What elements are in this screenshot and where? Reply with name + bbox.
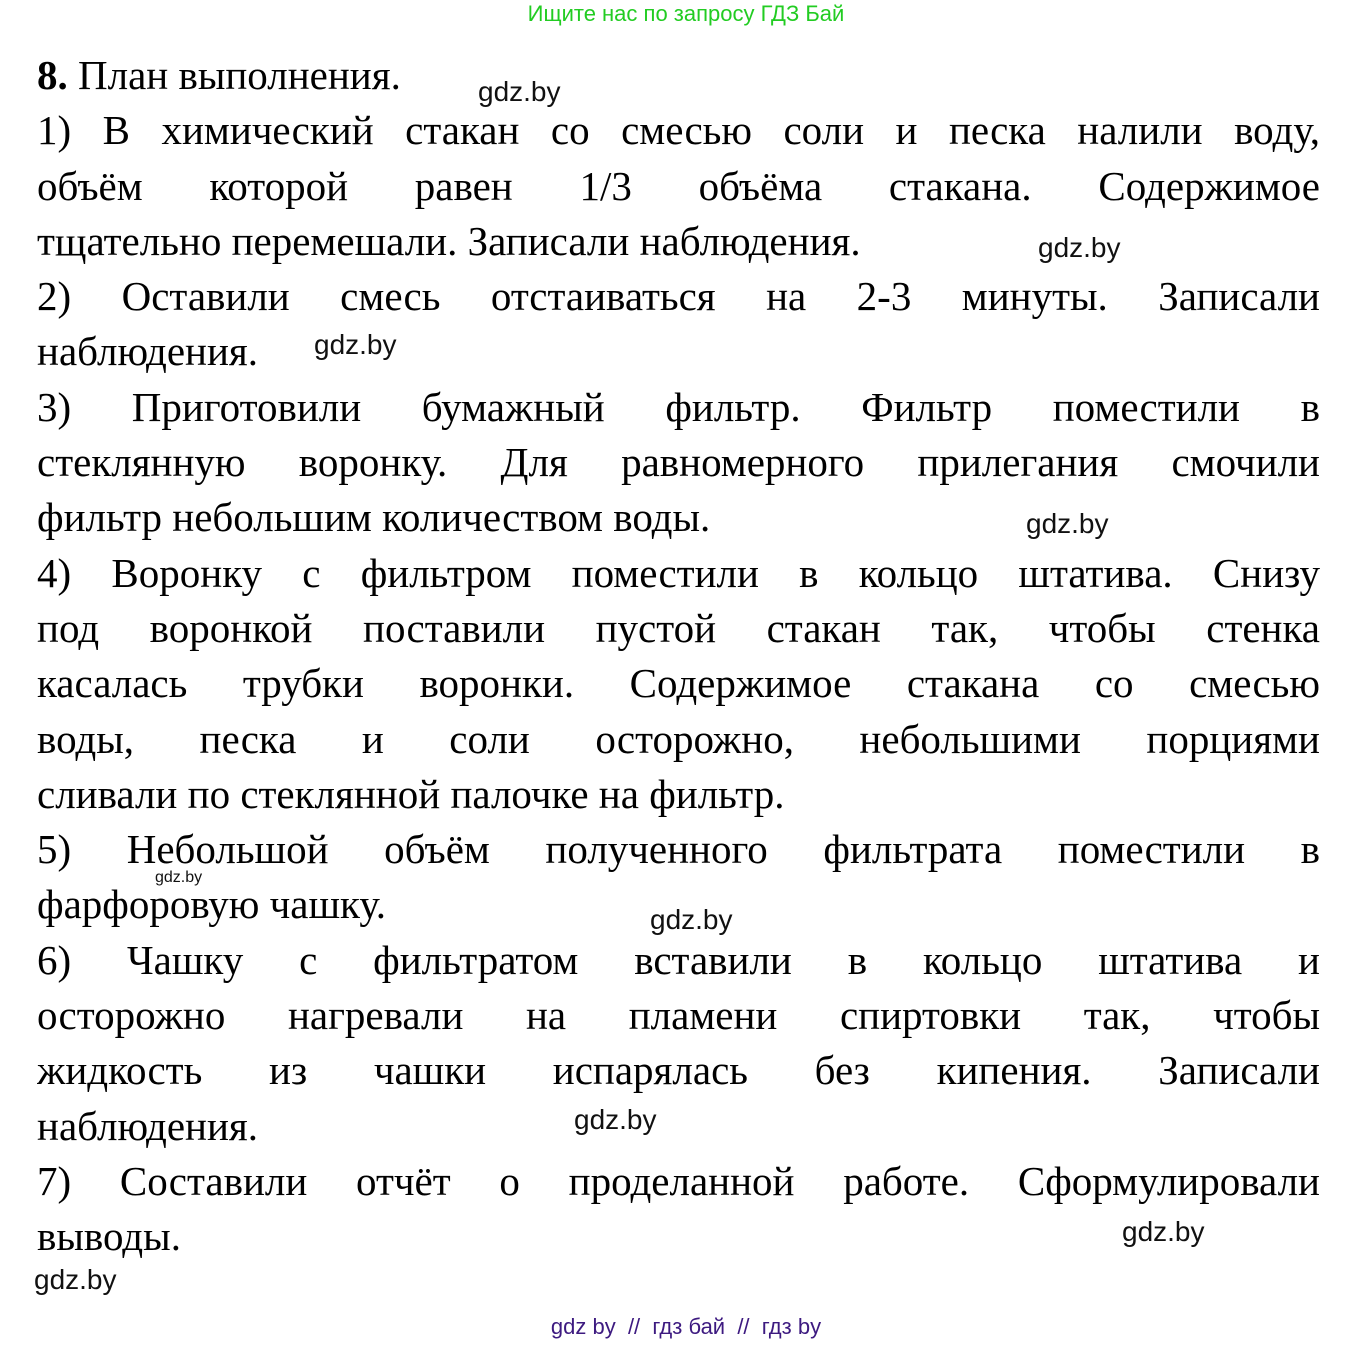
- paragraph-line: воды, песка и соли осторожно, небольшими порциями: [37, 715, 1320, 762]
- search-banner: Ищите нас по запросу ГДЗ Бай: [527, 1, 845, 26]
- footer-links: gdz by // гдз бай // гдз by: [550, 1314, 822, 1339]
- watermark: gdz.by: [1122, 1216, 1205, 1247]
- paragraph-line: сливали по стеклянной палочке на фильтр.: [37, 770, 785, 817]
- paragraph-line: касалась трубки воронки. Содержимое стакана со смесью: [37, 660, 1320, 707]
- paragraph-line: жидкость из чашки испарялась без кипения. Записали: [37, 1047, 1320, 1094]
- paragraph-line: 1) В химический стакан со смесью соли и песка налили воду,: [37, 107, 1320, 154]
- watermark: gdz.by: [1038, 232, 1121, 263]
- paragraph-line: объём которой равен 1/3 объёма стакана. Содержимое: [37, 162, 1320, 209]
- watermark: gdz.by: [478, 76, 561, 107]
- paragraph-line: 2) Оставили смесь отстаиваться на 2-3 минуты. Записали: [37, 273, 1320, 320]
- watermark: gdz.by: [34, 1264, 117, 1295]
- paragraph-line: стеклянную воронку. Для равномерного прилегания смочили: [37, 439, 1320, 486]
- watermark: gdz.by: [650, 904, 733, 935]
- paragraph-line: 7) Составили отчёт о проделанной работе. Сформулировали: [37, 1157, 1320, 1204]
- paragraph-line: 5) Небольшой объём полученного фильтрата поместили в: [37, 826, 1320, 873]
- watermark: gdz.by: [314, 329, 397, 360]
- task-title: [37, 48, 1320, 103]
- paragraph-line: наблюдения.: [37, 1102, 259, 1149]
- paragraph-line: под воронкой поставили пустой стакан так, чтобы стенка: [37, 604, 1320, 651]
- paragraph-line: осторожно нагревали на пламени спиртовки так, чтобы: [37, 992, 1320, 1039]
- paragraph-line: 6) Чашку с фильтратом вставили в кольцо штатива и: [37, 936, 1320, 983]
- paragraph-line: фарфоровую чашку.: [37, 881, 387, 928]
- paragraph-line: выводы.: [37, 1213, 181, 1260]
- paragraph-line: наблюдения.: [37, 328, 259, 375]
- watermark: gdz.by: [155, 869, 203, 886]
- task-content: [37, 48, 1320, 1265]
- paragraph-line: 4) Воронку с фильтром поместили в кольцо штатива. Снизу: [37, 549, 1320, 596]
- paragraph-line: 3) Приготовили бумажный фильтр. Фильтр поместили в: [37, 383, 1320, 430]
- paragraph-line: тщательно перемешали. Записали наблюдения.: [37, 217, 861, 264]
- watermark: gdz.by: [574, 1104, 657, 1135]
- paragraph-line: фильтр небольшим количеством воды.: [37, 494, 711, 541]
- task-number: 8.: [37, 52, 68, 98]
- task-title-text: План выполнения.: [78, 52, 401, 98]
- watermark: gdz.by: [1026, 508, 1109, 539]
